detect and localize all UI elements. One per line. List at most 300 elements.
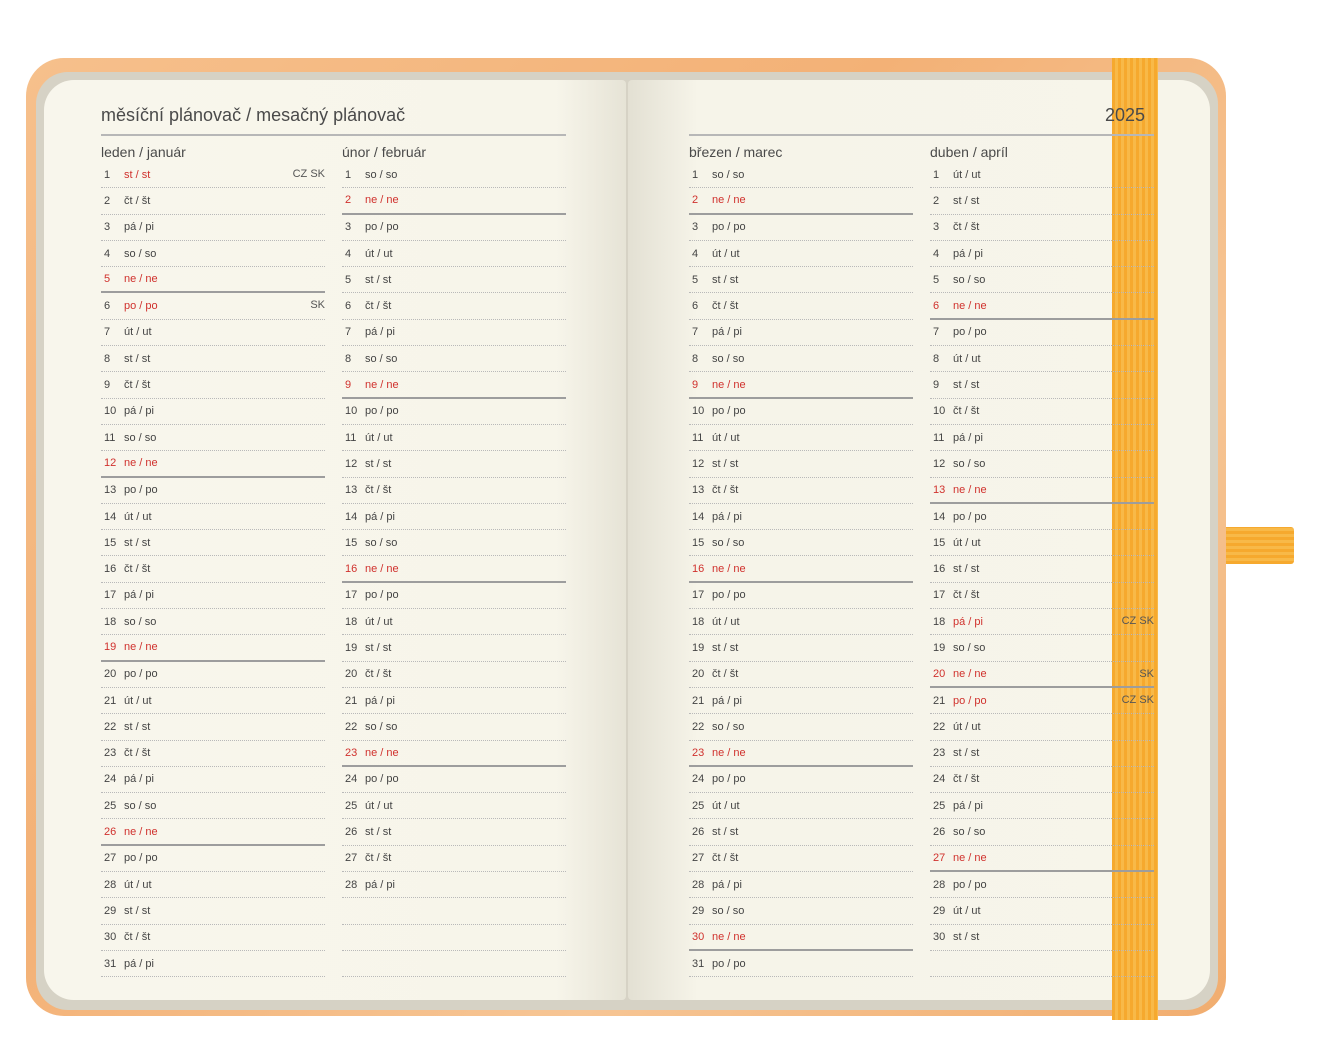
weekday-label: so / so bbox=[953, 826, 986, 839]
day-number: 14 bbox=[692, 510, 705, 523]
day-number: 24 bbox=[692, 773, 705, 786]
day-number: 4 bbox=[104, 247, 111, 260]
day-row[interactable] bbox=[689, 846, 913, 872]
weekday-label: út / ut bbox=[953, 904, 981, 917]
day-number: 23 bbox=[104, 747, 117, 760]
day-row[interactable] bbox=[930, 320, 1154, 346]
day-row[interactable] bbox=[689, 399, 913, 425]
day-row[interactable] bbox=[342, 872, 566, 898]
day-number: 26 bbox=[933, 826, 946, 839]
day-row[interactable] bbox=[101, 846, 325, 872]
day-number: 5 bbox=[933, 273, 940, 286]
day-row[interactable] bbox=[342, 320, 566, 346]
day-row[interactable] bbox=[101, 267, 325, 293]
day-number: 11 bbox=[345, 431, 357, 444]
day-row[interactable] bbox=[101, 425, 325, 451]
weekday-label: pá / pi bbox=[124, 957, 154, 970]
day-row[interactable] bbox=[930, 215, 1154, 241]
weekday-label: ne / ne bbox=[365, 746, 399, 759]
day-number: 12 bbox=[933, 457, 946, 470]
day-row[interactable] bbox=[689, 688, 913, 714]
weekday-label: pá / pi bbox=[953, 247, 983, 260]
day-row[interactable] bbox=[101, 951, 325, 977]
day-row[interactable] bbox=[342, 504, 566, 530]
day-row[interactable] bbox=[101, 188, 325, 214]
day-row[interactable] bbox=[689, 215, 913, 241]
weekday-label: ne / ne bbox=[712, 746, 746, 759]
weekday-label: st / st bbox=[365, 826, 392, 839]
day-number: 7 bbox=[692, 326, 699, 339]
weekday-label: pá / pi bbox=[124, 221, 154, 234]
day-number: 30 bbox=[104, 931, 117, 944]
day-number: 13 bbox=[933, 483, 946, 496]
empty-row bbox=[342, 925, 566, 951]
day-row[interactable] bbox=[930, 714, 1154, 740]
weekday-label: st / st bbox=[953, 931, 980, 944]
holiday-note: SK bbox=[310, 299, 325, 312]
day-number: 27 bbox=[104, 852, 117, 865]
weekday-label: čt / št bbox=[953, 221, 980, 234]
weekday-label: pá / pi bbox=[365, 510, 395, 523]
day-row[interactable] bbox=[101, 504, 325, 530]
day-row[interactable] bbox=[342, 372, 566, 398]
day-row[interactable] bbox=[689, 556, 913, 582]
day-number: 21 bbox=[345, 694, 358, 707]
weekday-label: čt / št bbox=[712, 484, 739, 497]
weekday-label: pá / pi bbox=[953, 431, 983, 444]
month-name: únor / február bbox=[342, 144, 427, 160]
weekday-label: so / so bbox=[365, 536, 398, 549]
day-number: 16 bbox=[104, 563, 117, 576]
day-row[interactable] bbox=[689, 162, 913, 188]
weekday-label: po / po bbox=[712, 221, 746, 234]
day-row[interactable] bbox=[689, 819, 913, 845]
day-number: 16 bbox=[692, 562, 705, 575]
weekday-label: so / so bbox=[712, 904, 745, 917]
day-row[interactable] bbox=[342, 293, 566, 319]
weekday-label: pá / pi bbox=[124, 589, 154, 602]
day-row[interactable] bbox=[342, 819, 566, 845]
day-row[interactable] bbox=[689, 346, 913, 372]
weekday-label: so / so bbox=[124, 247, 157, 260]
day-row[interactable] bbox=[342, 556, 566, 582]
day-row[interactable] bbox=[101, 662, 325, 688]
day-number: 25 bbox=[933, 799, 946, 812]
day-row[interactable] bbox=[930, 662, 1154, 688]
day-row[interactable] bbox=[689, 478, 913, 504]
day-row[interactable] bbox=[101, 898, 325, 924]
day-row[interactable] bbox=[101, 320, 325, 346]
day-row[interactable] bbox=[342, 767, 566, 793]
day-row[interactable] bbox=[101, 556, 325, 582]
day-row[interactable] bbox=[689, 451, 913, 477]
day-number: 7 bbox=[104, 326, 111, 339]
day-row[interactable] bbox=[342, 451, 566, 477]
weekday-label: po / po bbox=[953, 878, 987, 891]
day-row[interactable] bbox=[689, 530, 913, 556]
weekday-label: pá / pi bbox=[365, 694, 395, 707]
day-row[interactable] bbox=[689, 425, 913, 451]
day-number: 5 bbox=[345, 273, 352, 286]
weekday-label: út / ut bbox=[712, 247, 740, 260]
weekday-label: út / ut bbox=[365, 615, 393, 628]
weekday-label: so / so bbox=[124, 799, 157, 812]
weekday-label: ne / ne bbox=[953, 851, 987, 864]
day-number: 21 bbox=[104, 694, 117, 707]
day-number: 13 bbox=[345, 484, 358, 497]
day-number: 5 bbox=[692, 273, 699, 286]
weekday-label: út / ut bbox=[124, 694, 152, 707]
day-number: 10 bbox=[933, 405, 946, 418]
weekday-label: so / so bbox=[712, 720, 745, 733]
weekday-label: po / po bbox=[953, 694, 987, 707]
day-number: 3 bbox=[933, 221, 940, 234]
day-row[interactable] bbox=[930, 267, 1154, 293]
weekday-label: čt / št bbox=[124, 747, 151, 760]
day-row[interactable] bbox=[342, 662, 566, 688]
month-name: leden / január bbox=[101, 144, 186, 160]
day-number: 1 bbox=[104, 168, 111, 181]
day-number: 8 bbox=[104, 352, 111, 365]
day-row[interactable] bbox=[342, 846, 566, 872]
weekday-label: po / po bbox=[712, 773, 746, 786]
empty-row bbox=[342, 951, 566, 977]
day-row[interactable] bbox=[930, 767, 1154, 793]
day-row[interactable] bbox=[930, 846, 1154, 872]
month-name: duben / apríl bbox=[930, 144, 1008, 160]
day-row[interactable] bbox=[342, 688, 566, 714]
weekday-label: ne / ne bbox=[124, 825, 158, 838]
weekday-label: pá / pi bbox=[365, 878, 395, 891]
day-row[interactable] bbox=[689, 767, 913, 793]
day-row[interactable] bbox=[101, 530, 325, 556]
day-row[interactable] bbox=[689, 583, 913, 609]
day-number: 23 bbox=[933, 747, 946, 760]
day-number: 11 bbox=[104, 431, 116, 444]
day-number: 7 bbox=[345, 326, 352, 339]
day-number: 17 bbox=[345, 589, 358, 602]
day-row[interactable] bbox=[689, 662, 913, 688]
day-row[interactable] bbox=[689, 188, 913, 214]
weekday-label: pá / pi bbox=[124, 405, 154, 418]
day-number: 3 bbox=[345, 221, 352, 234]
day-row[interactable] bbox=[342, 425, 566, 451]
weekday-label: čt / št bbox=[124, 931, 151, 944]
day-row[interactable] bbox=[101, 925, 325, 951]
weekday-label: ne / ne bbox=[712, 930, 746, 943]
day-row[interactable] bbox=[930, 451, 1154, 477]
day-number: 6 bbox=[345, 300, 352, 313]
day-number: 15 bbox=[692, 536, 705, 549]
weekday-label: čt / št bbox=[365, 852, 392, 865]
weekday-label: pá / pi bbox=[124, 773, 154, 786]
weekday-label: út / ut bbox=[712, 615, 740, 628]
weekday-label: pá / pi bbox=[953, 799, 983, 812]
day-number: 15 bbox=[345, 536, 358, 549]
weekday-label: čt / št bbox=[953, 589, 980, 602]
weekday-label: út / ut bbox=[365, 799, 393, 812]
day-number: 27 bbox=[345, 852, 358, 865]
day-number: 17 bbox=[933, 589, 946, 602]
weekday-label: st / st bbox=[124, 904, 151, 917]
weekday-label: st / st bbox=[124, 536, 151, 549]
day-number: 31 bbox=[692, 957, 705, 970]
weekday-label: po / po bbox=[953, 510, 987, 523]
weekday-label: út / ut bbox=[953, 168, 981, 181]
weekday-label: út / ut bbox=[124, 510, 152, 523]
weekday-label: so / so bbox=[124, 431, 157, 444]
day-row[interactable] bbox=[342, 478, 566, 504]
day-row[interactable] bbox=[930, 293, 1154, 319]
empty-row bbox=[930, 951, 1154, 977]
day-number: 9 bbox=[692, 378, 699, 391]
day-number: 29 bbox=[692, 904, 705, 917]
day-number: 1 bbox=[345, 168, 352, 181]
day-row[interactable] bbox=[342, 399, 566, 425]
day-row[interactable] bbox=[689, 267, 913, 293]
day-row[interactable] bbox=[689, 714, 913, 740]
day-row[interactable] bbox=[101, 635, 325, 661]
day-row[interactable] bbox=[101, 688, 325, 714]
holiday-note: CZ SK bbox=[1121, 615, 1154, 628]
day-row[interactable] bbox=[342, 714, 566, 740]
weekday-label: st / st bbox=[953, 379, 980, 392]
day-row[interactable] bbox=[101, 241, 325, 267]
weekday-label: út / ut bbox=[365, 431, 393, 444]
weekday-label: so / so bbox=[365, 352, 398, 365]
day-row[interactable] bbox=[689, 609, 913, 635]
day-number: 10 bbox=[104, 405, 117, 418]
day-number: 20 bbox=[104, 668, 117, 681]
day-number: 10 bbox=[345, 405, 358, 418]
day-row[interactable] bbox=[930, 925, 1154, 951]
day-number: 22 bbox=[933, 720, 946, 733]
day-row[interactable] bbox=[342, 346, 566, 372]
day-number: 28 bbox=[933, 878, 946, 891]
day-row[interactable] bbox=[101, 399, 325, 425]
day-row[interactable] bbox=[689, 925, 913, 951]
day-row[interactable] bbox=[689, 741, 913, 767]
weekday-label: st / st bbox=[712, 641, 739, 654]
day-row[interactable] bbox=[342, 215, 566, 241]
day-row[interactable] bbox=[342, 241, 566, 267]
day-row[interactable] bbox=[101, 293, 325, 319]
weekday-label: út / ut bbox=[712, 431, 740, 444]
day-row[interactable] bbox=[930, 741, 1154, 767]
weekday-label: st / st bbox=[365, 641, 392, 654]
day-number: 6 bbox=[692, 300, 699, 313]
day-row[interactable] bbox=[930, 188, 1154, 214]
day-row[interactable] bbox=[930, 872, 1154, 898]
day-row[interactable] bbox=[930, 241, 1154, 267]
day-row[interactable] bbox=[689, 372, 913, 398]
day-row[interactable] bbox=[689, 898, 913, 924]
weekday-label: ne / ne bbox=[365, 194, 399, 207]
day-row[interactable] bbox=[930, 162, 1154, 188]
day-number: 30 bbox=[692, 930, 705, 943]
weekday-label: po / po bbox=[365, 589, 399, 602]
weekday-label: po / po bbox=[124, 484, 158, 497]
day-number: 11 bbox=[933, 431, 945, 444]
day-number: 13 bbox=[692, 484, 705, 497]
day-row[interactable] bbox=[930, 688, 1154, 714]
day-row[interactable] bbox=[689, 320, 913, 346]
page-title: měsíční plánovač / mesačný plánovač bbox=[101, 105, 406, 125]
day-number: 11 bbox=[692, 431, 704, 444]
day-row[interactable] bbox=[101, 741, 325, 767]
day-number: 4 bbox=[933, 247, 940, 260]
day-row[interactable] bbox=[689, 793, 913, 819]
day-row[interactable] bbox=[101, 451, 325, 477]
day-row[interactable] bbox=[101, 872, 325, 898]
month-column bbox=[930, 142, 1154, 977]
day-number: 1 bbox=[933, 168, 940, 181]
day-row[interactable] bbox=[342, 635, 566, 661]
day-number: 20 bbox=[345, 668, 358, 681]
weekday-label: pá / pi bbox=[712, 694, 742, 707]
weekday-label: st / st bbox=[712, 457, 739, 470]
day-row[interactable] bbox=[689, 635, 913, 661]
weekday-label: po / po bbox=[712, 589, 746, 602]
day-number: 21 bbox=[933, 694, 946, 707]
day-row[interactable] bbox=[689, 951, 913, 977]
day-number: 2 bbox=[933, 194, 940, 207]
day-row[interactable] bbox=[342, 793, 566, 819]
day-row[interactable] bbox=[101, 609, 325, 635]
day-number: 9 bbox=[104, 379, 111, 392]
weekday-label: čt / št bbox=[124, 563, 151, 576]
day-row[interactable] bbox=[930, 609, 1154, 635]
day-number: 18 bbox=[104, 615, 117, 628]
day-row[interactable] bbox=[689, 872, 913, 898]
day-number: 3 bbox=[104, 221, 111, 234]
day-number: 27 bbox=[933, 851, 946, 864]
day-number: 26 bbox=[345, 826, 358, 839]
day-row[interactable] bbox=[342, 609, 566, 635]
day-row[interactable] bbox=[930, 478, 1154, 504]
day-row[interactable] bbox=[930, 583, 1154, 609]
weekday-label: so / so bbox=[712, 168, 745, 181]
day-number: 14 bbox=[933, 510, 946, 523]
weekday-label: pá / pi bbox=[953, 615, 983, 628]
day-row[interactable] bbox=[689, 241, 913, 267]
day-number: 22 bbox=[345, 720, 358, 733]
weekday-label: so / so bbox=[365, 168, 398, 181]
weekday-label: so / so bbox=[365, 720, 398, 733]
weekday-label: st / st bbox=[953, 747, 980, 760]
day-row[interactable] bbox=[930, 504, 1154, 530]
day-number: 18 bbox=[933, 615, 946, 628]
day-number: 29 bbox=[933, 904, 946, 917]
day-number: 12 bbox=[345, 457, 358, 470]
weekday-label: po / po bbox=[953, 326, 987, 339]
day-number: 20 bbox=[933, 667, 946, 680]
day-row[interactable] bbox=[342, 188, 566, 214]
weekday-label: ne / ne bbox=[365, 378, 399, 391]
day-row[interactable] bbox=[930, 399, 1154, 425]
weekday-label: čt / št bbox=[365, 668, 392, 681]
day-row[interactable] bbox=[101, 714, 325, 740]
weekday-label: čt / št bbox=[953, 405, 980, 418]
day-row[interactable] bbox=[342, 741, 566, 767]
weekday-label: so / so bbox=[953, 457, 986, 470]
day-row[interactable] bbox=[342, 530, 566, 556]
weekday-label: pá / pi bbox=[712, 878, 742, 891]
month-column bbox=[101, 142, 325, 977]
day-row[interactable] bbox=[930, 372, 1154, 398]
weekday-label: po / po bbox=[365, 773, 399, 786]
day-row[interactable] bbox=[930, 819, 1154, 845]
day-row[interactable] bbox=[930, 793, 1154, 819]
day-row[interactable] bbox=[342, 162, 566, 188]
day-number: 26 bbox=[692, 826, 705, 839]
holiday-note: SK bbox=[1139, 667, 1154, 680]
day-number: 14 bbox=[104, 510, 117, 523]
weekday-label: pá / pi bbox=[712, 326, 742, 339]
day-row[interactable] bbox=[342, 583, 566, 609]
day-number: 9 bbox=[345, 378, 352, 391]
weekday-label: ne / ne bbox=[953, 483, 987, 496]
day-number: 14 bbox=[345, 510, 358, 523]
day-number: 15 bbox=[933, 536, 946, 549]
day-row[interactable] bbox=[101, 478, 325, 504]
pen-loop[interactable] bbox=[1226, 527, 1294, 564]
day-number: 20 bbox=[692, 668, 705, 681]
day-row[interactable] bbox=[930, 425, 1154, 451]
day-row[interactable] bbox=[101, 819, 325, 845]
day-number: 28 bbox=[692, 878, 705, 891]
day-row[interactable] bbox=[101, 767, 325, 793]
day-row[interactable] bbox=[101, 793, 325, 819]
weekday-label: út / ut bbox=[124, 326, 152, 339]
day-row[interactable] bbox=[101, 162, 325, 188]
day-row[interactable] bbox=[930, 530, 1154, 556]
weekday-label: ne / ne bbox=[953, 299, 987, 312]
day-row[interactable] bbox=[101, 346, 325, 372]
day-row[interactable] bbox=[930, 556, 1154, 582]
weekday-label: út / ut bbox=[953, 720, 981, 733]
weekday-label: ne / ne bbox=[124, 273, 158, 286]
day-row[interactable] bbox=[930, 898, 1154, 924]
day-number: 2 bbox=[692, 194, 699, 207]
day-number: 19 bbox=[345, 641, 358, 654]
day-row[interactable] bbox=[689, 293, 913, 319]
day-number: 8 bbox=[345, 352, 352, 365]
weekday-label: ne / ne bbox=[953, 667, 987, 680]
weekday-label: po / po bbox=[124, 852, 158, 865]
weekday-label: čt / št bbox=[953, 773, 980, 786]
holiday-note: CZ SK bbox=[1121, 693, 1154, 706]
day-row[interactable] bbox=[101, 583, 325, 609]
day-row[interactable] bbox=[101, 215, 325, 241]
day-number: 12 bbox=[692, 457, 705, 470]
day-row[interactable] bbox=[930, 346, 1154, 372]
weekday-label: po / po bbox=[124, 668, 158, 681]
weekday-label: pá / pi bbox=[712, 510, 742, 523]
day-number: 25 bbox=[104, 799, 117, 812]
day-row[interactable] bbox=[689, 504, 913, 530]
day-row[interactable] bbox=[930, 635, 1154, 661]
title-rule-left bbox=[101, 134, 566, 136]
weekday-label: út / ut bbox=[365, 247, 393, 260]
day-row[interactable] bbox=[101, 372, 325, 398]
day-number: 18 bbox=[345, 615, 358, 628]
weekday-label: so / so bbox=[953, 273, 986, 286]
day-number: 17 bbox=[104, 589, 117, 602]
day-row[interactable] bbox=[342, 267, 566, 293]
weekday-label: so / so bbox=[953, 641, 986, 654]
holiday-note: CZ SK bbox=[292, 168, 325, 180]
